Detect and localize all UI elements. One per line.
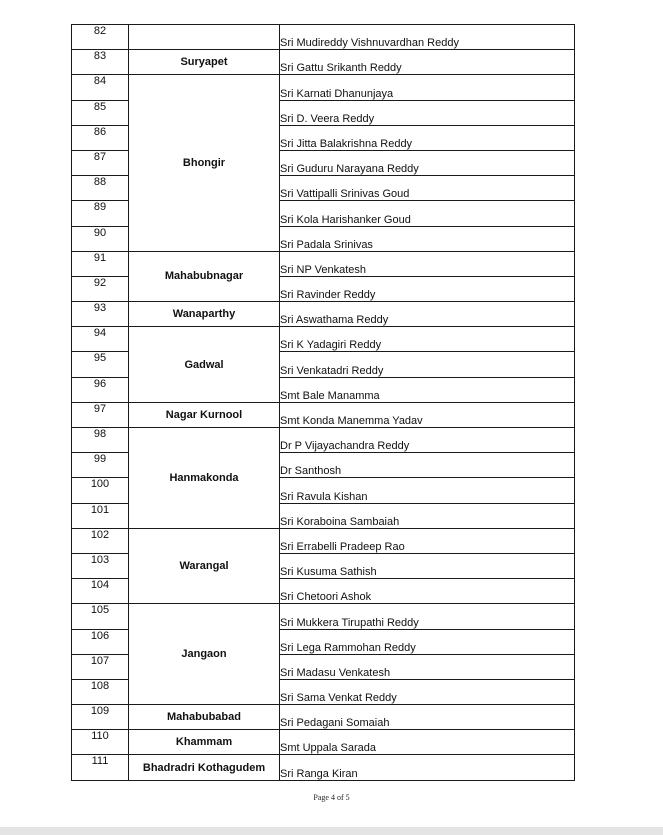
serial-number-cell: 83 <box>72 50 129 75</box>
member-name-cell: Sri Errabelli Pradeep Rao <box>280 528 575 553</box>
district-cell: Bhadradri Kothagudem <box>129 755 280 780</box>
serial-number-cell: 100 <box>72 478 129 503</box>
serial-number-cell: 89 <box>72 201 129 226</box>
district-cell: Suryapet <box>129 50 280 75</box>
table-row <box>72 251 575 276</box>
serial-number-cell: 95 <box>72 352 129 377</box>
member-name-cell: Dr Santhosh <box>280 453 575 478</box>
table-row <box>72 705 575 730</box>
serial-number-cell: 109 <box>72 705 129 730</box>
member-name-cell: Dr P Vijayachandra Reddy <box>280 428 575 453</box>
table-row <box>72 302 575 327</box>
table-row <box>72 528 575 553</box>
member-name-cell: Sri Guduru Narayana Reddy <box>280 150 575 175</box>
table-row <box>72 50 575 75</box>
serial-number-cell: 94 <box>72 327 129 352</box>
member-name-cell: Sri Padala Srinivas <box>280 226 575 251</box>
serial-number-cell: 105 <box>72 604 129 629</box>
serial-number-cell: 101 <box>72 503 129 528</box>
table-row <box>72 604 575 629</box>
serial-number-cell: 103 <box>72 553 129 578</box>
district-cell: Warangal <box>129 528 280 604</box>
district-cell: Khammam <box>129 730 280 755</box>
member-name-cell: Sri Sama Venkat Reddy <box>280 679 575 704</box>
member-name-cell: Sri Koraboina Sambaiah <box>280 503 575 528</box>
member-name-cell: Sri Jitta Balakrishna Reddy <box>280 125 575 150</box>
serial-number-cell: 92 <box>72 276 129 301</box>
serial-number-cell: 85 <box>72 100 129 125</box>
serial-number-cell: 82 <box>72 25 129 50</box>
district-cell: Bhongir <box>129 75 280 251</box>
member-table-body <box>72 25 575 781</box>
district-cell: Jangaon <box>129 604 280 705</box>
serial-number-cell: 87 <box>72 150 129 175</box>
district-cell: Nagar Kurnool <box>129 402 280 427</box>
member-name-cell: Sri Vattipalli Srinivas Goud <box>280 176 575 201</box>
serial-number-cell: 96 <box>72 377 129 402</box>
member-name-cell: Sri Ravula Kishan <box>280 478 575 503</box>
serial-number-cell: 91 <box>72 251 129 276</box>
table-row <box>72 75 575 100</box>
member-name-cell: Sri NP Venkatesh <box>280 251 575 276</box>
viewer-bottom-bar <box>0 827 663 835</box>
member-name-cell: Sri Mukkera Tirupathi Reddy <box>280 604 575 629</box>
table-row <box>72 428 575 453</box>
district-cell: Mahabubabad <box>129 705 280 730</box>
member-name-cell: Sri K Yadagiri Reddy <box>280 327 575 352</box>
serial-number-cell: 111 <box>72 755 129 780</box>
serial-number-cell: 97 <box>72 402 129 427</box>
member-table <box>71 24 575 781</box>
serial-number-cell: 99 <box>72 453 129 478</box>
member-name-cell: Sri Ranga Kiran <box>280 755 575 780</box>
member-name-cell: Sri Gattu Srikanth Reddy <box>280 50 575 75</box>
serial-number-cell: 102 <box>72 528 129 553</box>
member-name-cell: Sri Madasu Venkatesh <box>280 654 575 679</box>
member-name-cell: Smt Konda Manemma Yadav <box>280 402 575 427</box>
member-name-cell: Smt Uppala Sarada <box>280 730 575 755</box>
table-row <box>72 25 575 50</box>
serial-number-cell: 84 <box>72 75 129 100</box>
serial-number-cell: 107 <box>72 654 129 679</box>
serial-number-cell: 106 <box>72 629 129 654</box>
member-name-cell: Sri Kusuma Sathish <box>280 553 575 578</box>
serial-number-cell: 104 <box>72 579 129 604</box>
serial-number-cell: 110 <box>72 730 129 755</box>
member-name-cell: Sri Pedagani Somaiah <box>280 705 575 730</box>
member-name-cell: Sri Venkatadri Reddy <box>280 352 575 377</box>
member-name-cell: Sri Mudireddy Vishnuvardhan Reddy <box>280 25 575 50</box>
district-cell: Wanaparthy <box>129 302 280 327</box>
table-row <box>72 755 575 780</box>
serial-number-cell: 93 <box>72 302 129 327</box>
table-row <box>72 327 575 352</box>
page-number: Page 4 of 5 <box>313 793 350 802</box>
district-cell: Gadwal <box>129 327 280 403</box>
member-name-cell: Sri Ravinder Reddy <box>280 276 575 301</box>
member-name-cell: Smt Bale Manamma <box>280 377 575 402</box>
serial-number-cell: 88 <box>72 176 129 201</box>
member-name-cell: Sri D. Veera Reddy <box>280 100 575 125</box>
member-name-cell: Sri Karnati Dhanunjaya <box>280 75 575 100</box>
district-cell: Mahabubnagar <box>129 251 280 301</box>
serial-number-cell: 90 <box>72 226 129 251</box>
district-cell <box>129 25 280 50</box>
table-row <box>72 402 575 427</box>
member-name-cell: Sri Kola Harishanker Goud <box>280 201 575 226</box>
district-cell: Hanmakonda <box>129 428 280 529</box>
member-name-cell: Sri Lega Rammohan Reddy <box>280 629 575 654</box>
serial-number-cell: 98 <box>72 428 129 453</box>
member-name-cell: Sri Chetoori Ashok <box>280 579 575 604</box>
serial-number-cell: 86 <box>72 125 129 150</box>
serial-number-cell: 108 <box>72 679 129 704</box>
table-row <box>72 730 575 755</box>
member-name-cell: Sri Aswathama Reddy <box>280 302 575 327</box>
